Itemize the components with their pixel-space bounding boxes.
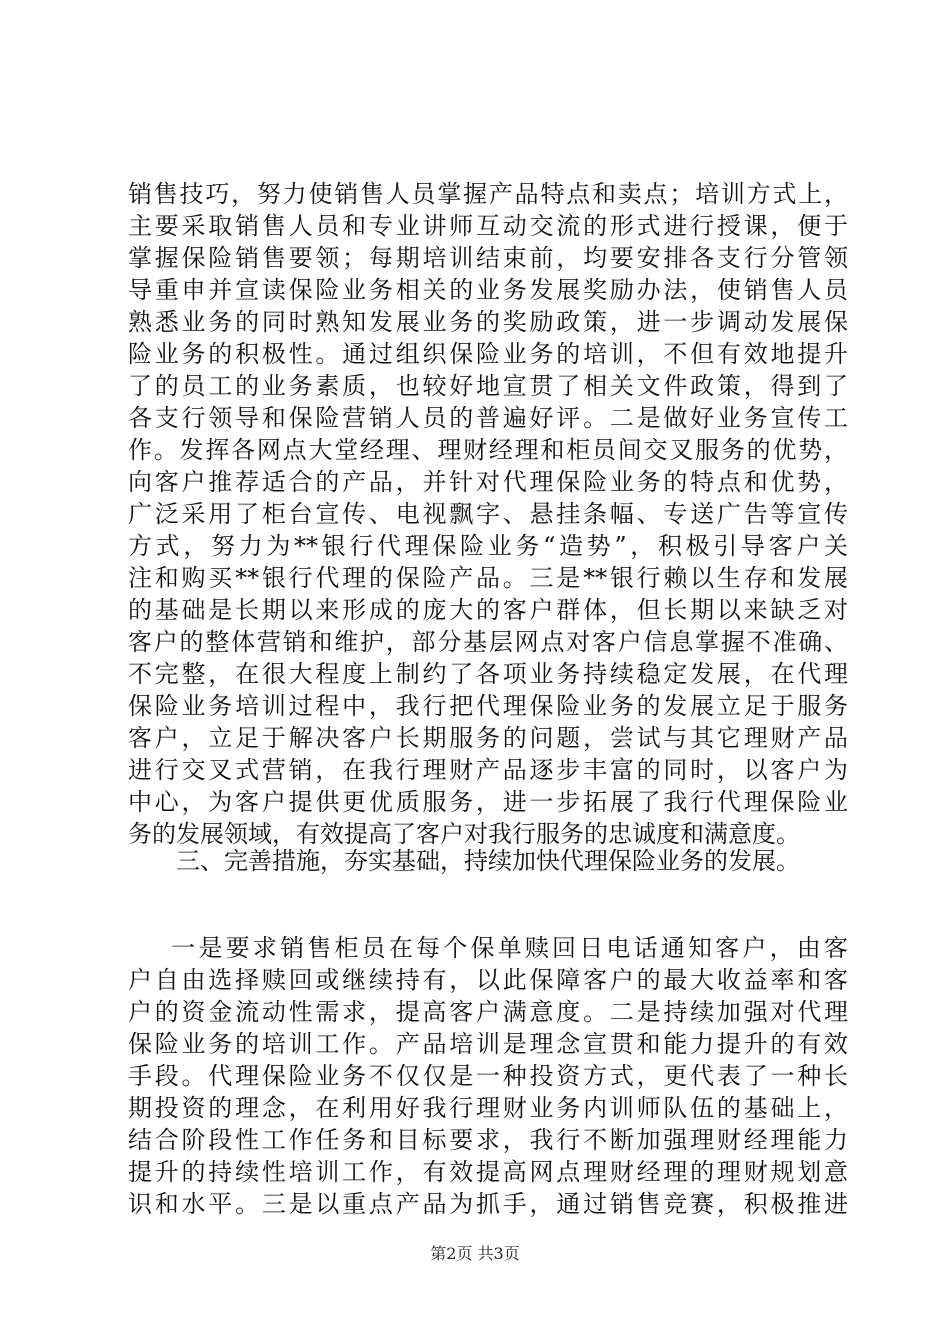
text-line: 手段。代理保险业务不仅仅是一种投资方式，更代表了一种长 — [128, 1062, 848, 1090]
text-line: 保险业务的培训工作。产品培训是理念宣贯和能力提升的有效 — [128, 1030, 848, 1058]
text-line: 向客户推荐适合的产品，并针对代理保险业务的特点和优势， — [128, 468, 848, 496]
text-line: 销售技巧，努力使销售人员掌握产品特点和卖点；培训方式上， — [128, 180, 848, 208]
text-line: 保险业务培训过程中，我行把代理保险业务的发展立足于服务 — [128, 692, 848, 720]
text-line: 各支行领导和保险营销人员的普遍好评。二是做好业务宣传工 — [128, 404, 848, 432]
text-line: 险业务的积极性。通过组织保险业务的培训，不但有效地提升 — [128, 340, 848, 368]
text-line: 期投资的理念，在利用好我行理财业务内训师队伍的基础上， — [128, 1094, 848, 1122]
text-line: 不完整，在很大程度上制约了各项业务持续稳定发展，在代理 — [128, 660, 848, 688]
text-line: 主要采取销售人员和专业讲师互动交流的形式进行授课，便于 — [128, 212, 848, 240]
text-line: 了的员工的业务素质，也较好地宣贯了相关文件政策，得到了 — [128, 372, 848, 400]
text-line: 方式，努力为**银行代理保险业务“造势”，积极引导客户关 — [128, 532, 848, 560]
text-line: 作。发挥各网点大堂经理、理财经理和柜员间交叉服务的优势， — [128, 436, 848, 464]
text-line: 识和水平。三是以重点产品为抓手，通过销售竞赛，积极推进 — [128, 1190, 848, 1218]
paragraph-2 — [128, 932, 848, 1220]
text-line: 提升的持续性培训工作，有效提高网点理财经理的理财规划意 — [128, 1158, 848, 1186]
section-heading: 三、完善措施，夯实基础，持续加快代理保险业务的发展。 — [176, 847, 800, 875]
text-line: 广泛采用了柜台宣传、电视飘字、悬挂条幅、专送广告等宣传 — [128, 500, 848, 528]
text-line: 导重申并宣读保险业务相关的业务发展奖励办法，使销售人员 — [128, 276, 848, 304]
text-line: 熟悉业务的同时熟知发展业务的奖励政策，进一步调动发展保 — [128, 308, 848, 336]
text-line: 结合阶段性工作任务和目标要求，我行不断加强理财经理能力 — [128, 1126, 848, 1154]
text-line: 掌握保险销售要领；每期培训结束前，均要安排各支行分管领 — [128, 244, 848, 272]
paragraph-1 — [128, 178, 848, 850]
text-line: 客户的整体营销和维护，部分基层网点对客户信息掌握不准确、 — [128, 628, 848, 656]
text-line: 户自由选择赎回或继续持有，以此保障客户的最大收益率和客 — [128, 966, 848, 994]
text-line: 户的资金流动性需求，提高客户满意度。二是持续加强对代理 — [128, 998, 848, 1026]
text-line: 注和购买**银行代理的保险产品。三是**银行赖以生存和发展 — [128, 564, 848, 592]
text-line: 一是要求销售柜员在每个保单赎回日电话通知客户，由客 — [128, 934, 848, 962]
text-line: 客户，立足于解决客户长期服务的问题，尝试与其它理财产品 — [128, 724, 848, 752]
page-footer: 第2页 共3页 — [430, 1244, 520, 1263]
text-line: 的基础是长期以来形成的庞大的客户群体，但长期以来缺乏对 — [128, 596, 848, 624]
text-line: 务的发展领域，有效提高了客户对我行服务的忠诚度和满意度。 — [128, 820, 800, 848]
text-line: 中心，为客户提供更优质服务，进一步拓展了我行代理保险业 — [128, 788, 848, 816]
text-line: 进行交叉式营销，在我行理财产品逐步丰富的同时，以客户为 — [128, 756, 848, 784]
